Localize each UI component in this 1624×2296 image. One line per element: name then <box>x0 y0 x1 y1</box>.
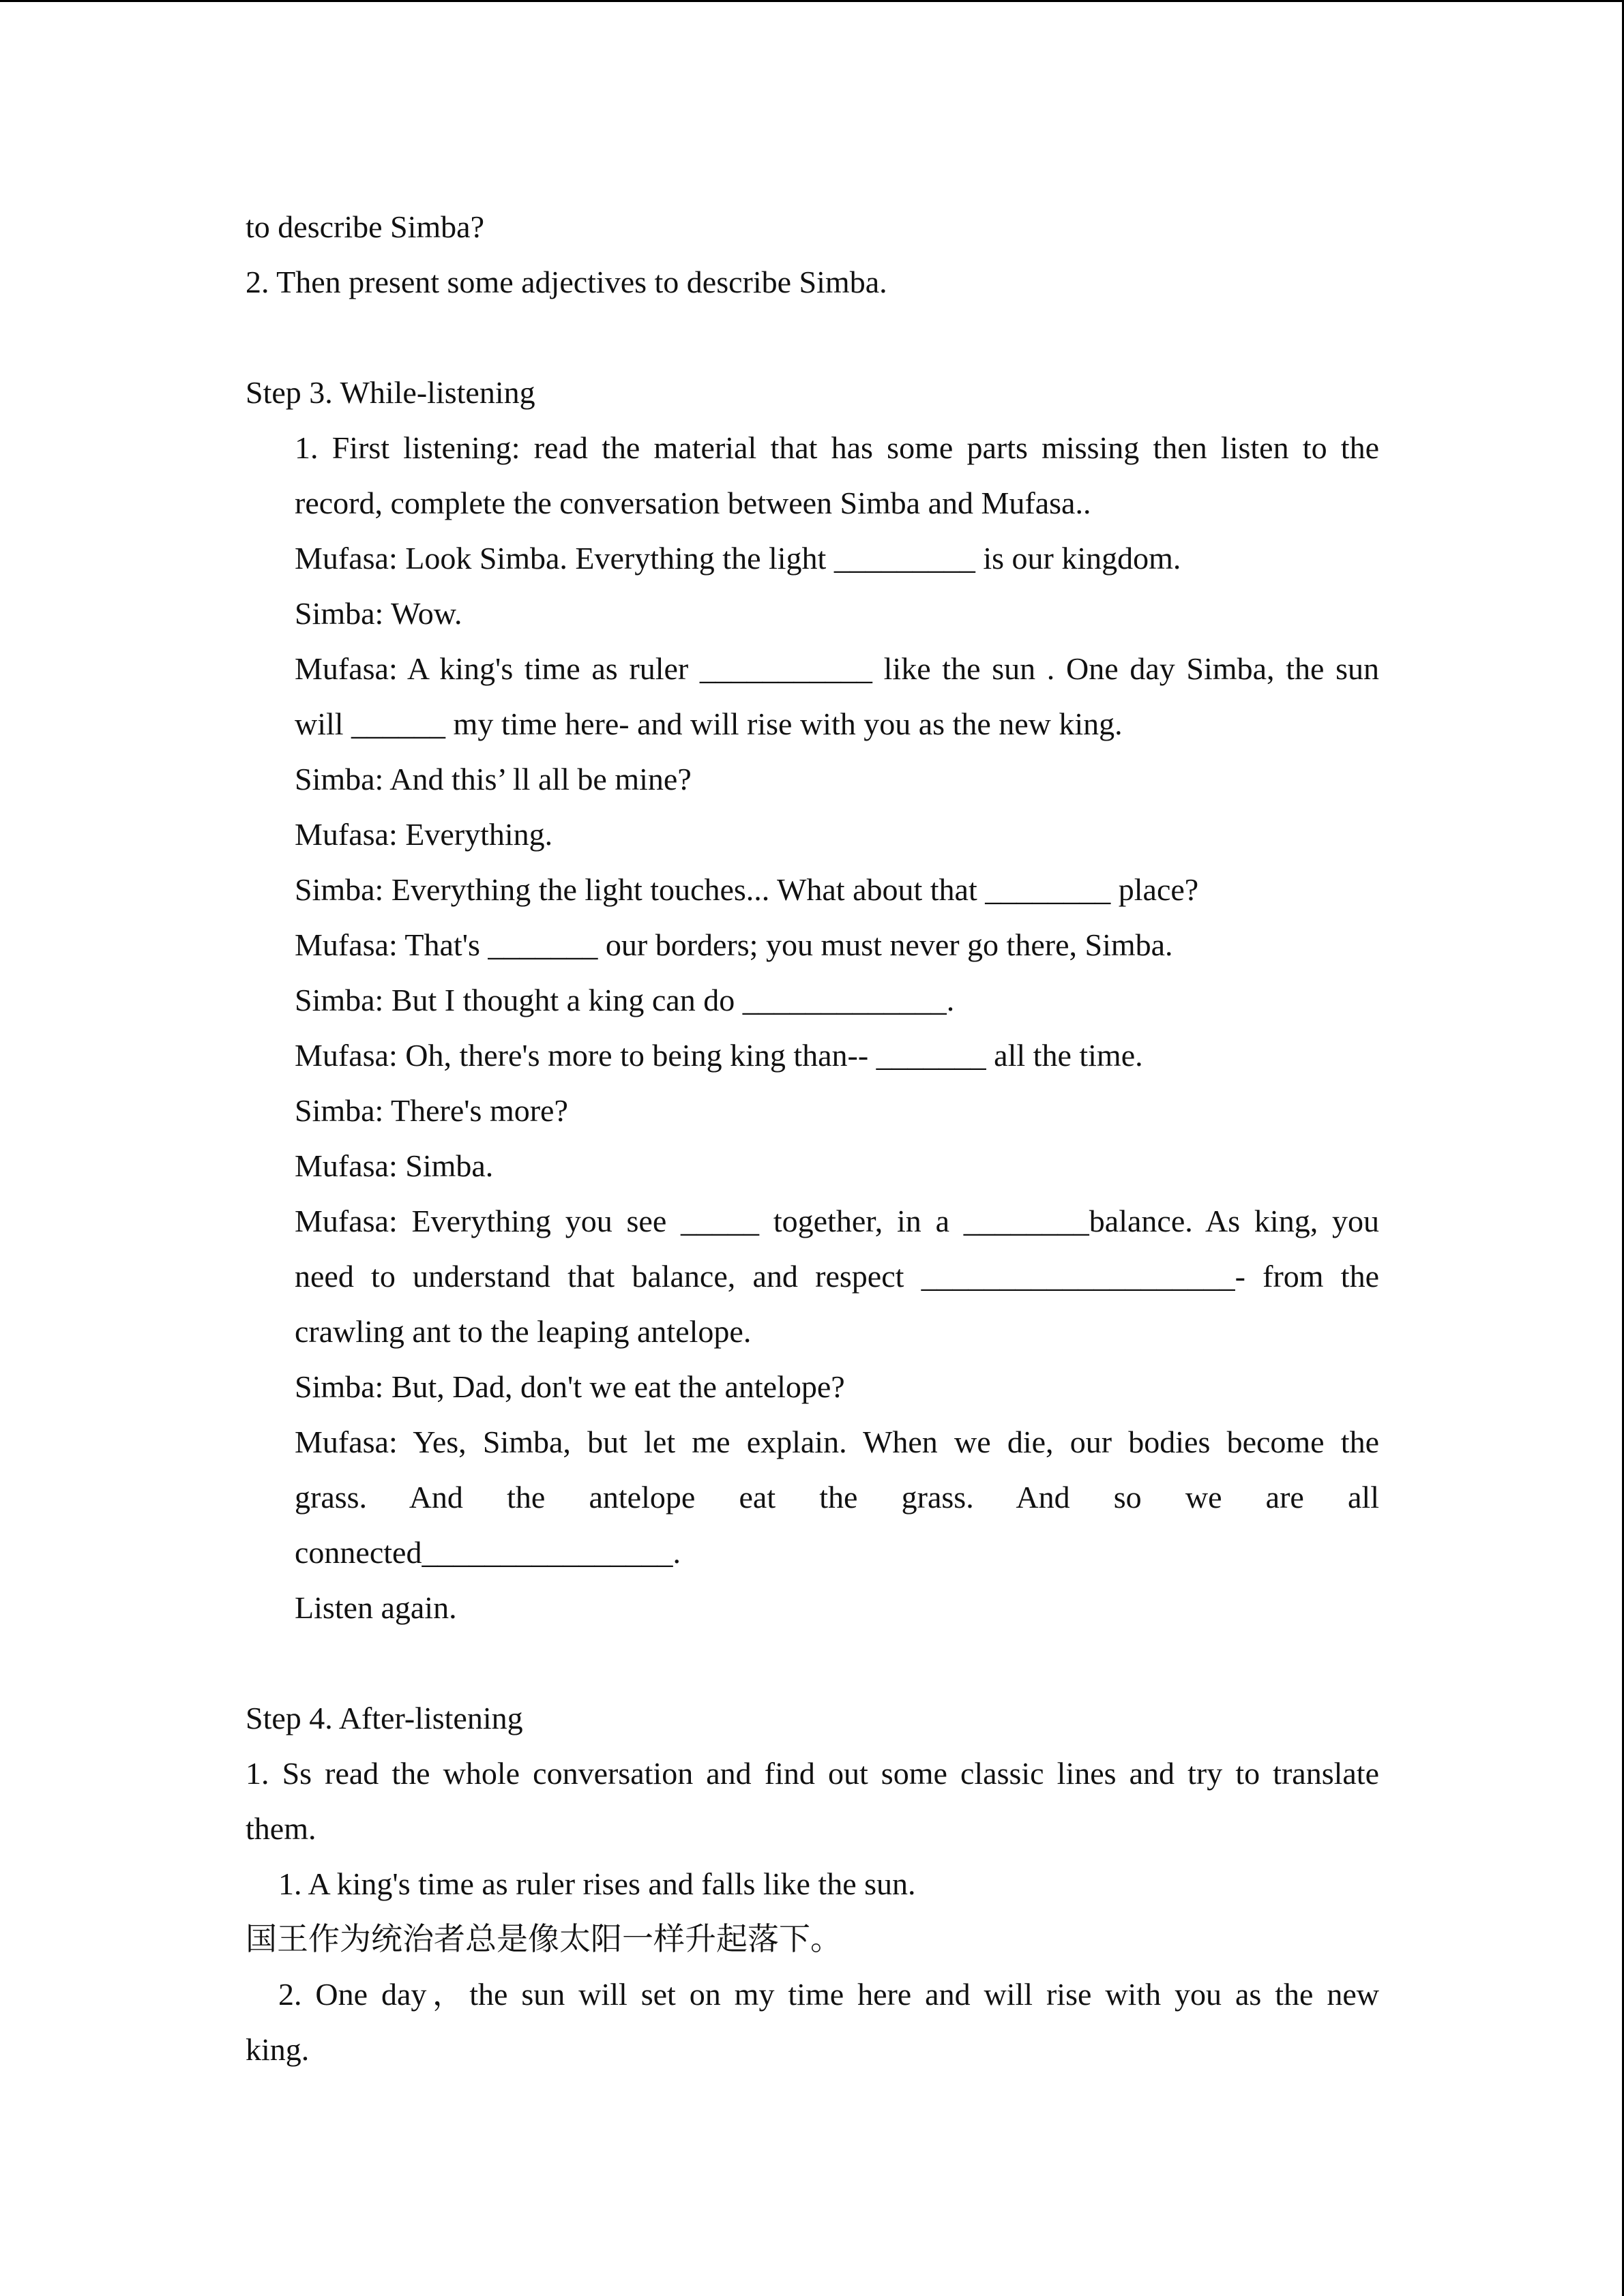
dialogue-line: Mufasa: A king's time as ruler ___________ like the sun . One day Simba, the sun <box>295 651 1379 686</box>
dialogue-line: Mufasa: Everything you see _____ together, in a ________balance. As king, you <box>295 1204 1379 1238</box>
dialogue-line: Simba: But I thought a king can do _____________. <box>295 983 955 1017</box>
dialogue-line: need to understand that balance, and respect ____________________- from the <box>295 1259 1379 1294</box>
dialogue-line: Listen again. <box>295 1590 457 1625</box>
classic-line-1-english: 1. A king's time as ruler rises and falls like the sun. <box>278 1866 916 1901</box>
dialogue-line: Simba: But, Dad, don't we eat the antelope? <box>295 1369 845 1404</box>
dialogue-line: Simba: Everything the light touches... What about that ________ place? <box>295 872 1199 907</box>
step3-task-line-2: record, complete the conversation between Simba and Mufasa.. <box>295 486 1091 520</box>
step4-task-line-2: them. <box>246 1811 316 1846</box>
step4-heading: Step 4. After-listening <box>246 1701 523 1735</box>
step4-task-line-1: 1. Ss read the whole conversation and find out some classic lines and try to translate <box>246 1756 1379 1791</box>
classic-line-1-chinese: 国王作为统治者总是像太阳一样升起落下。 <box>246 1922 842 1956</box>
dialogue-line: Simba: There's more? <box>295 1093 568 1128</box>
dialogue-line: grass. And the antelope eat the grass. And so we are all <box>295 1480 1379 1515</box>
dialogue-line: Mufasa: Everything. <box>295 817 553 852</box>
dialogue-line: Mufasa: That's _______ our borders; you must never go there, Simba. <box>295 927 1173 962</box>
intro-line-2: 2. Then present some adjectives to describe Simba. <box>246 265 887 299</box>
dialogue-line: Mufasa: Yes, Simba, but let me explain. When we die, our bodies become the <box>295 1425 1379 1459</box>
dialogue-line: connected________________. <box>295 1535 681 1570</box>
dialogue-line: will ______ my time here- and will rise with you as the new king. <box>295 706 1123 741</box>
dialogue-line: Simba: Wow. <box>295 596 462 631</box>
intro-line-1: to describe Simba? <box>246 209 485 244</box>
classic-line-2-continuation: king. <box>246 2032 310 2067</box>
dialogue-line: Simba: And this’ ll all be mine? <box>295 762 692 796</box>
dialogue-line: Mufasa: Oh, there's more to being king than-- _______ all the time. <box>295 1038 1143 1073</box>
step3-heading: Step 3. While-listening <box>246 375 535 410</box>
dialogue-line: Mufasa: Simba. <box>295 1148 494 1183</box>
step3-task-line-1: 1. First listening: read the material that has some parts missing then listen to the <box>295 430 1379 465</box>
dialogue-line: crawling ant to the leaping antelope. <box>295 1314 752 1349</box>
dialogue-line: Mufasa: Look Simba. Everything the light _________ is our kingdom. <box>295 541 1181 576</box>
classic-line-2-english: 2. One day，the sun will set on my time here and will rise with you as the new <box>278 1977 1379 2012</box>
